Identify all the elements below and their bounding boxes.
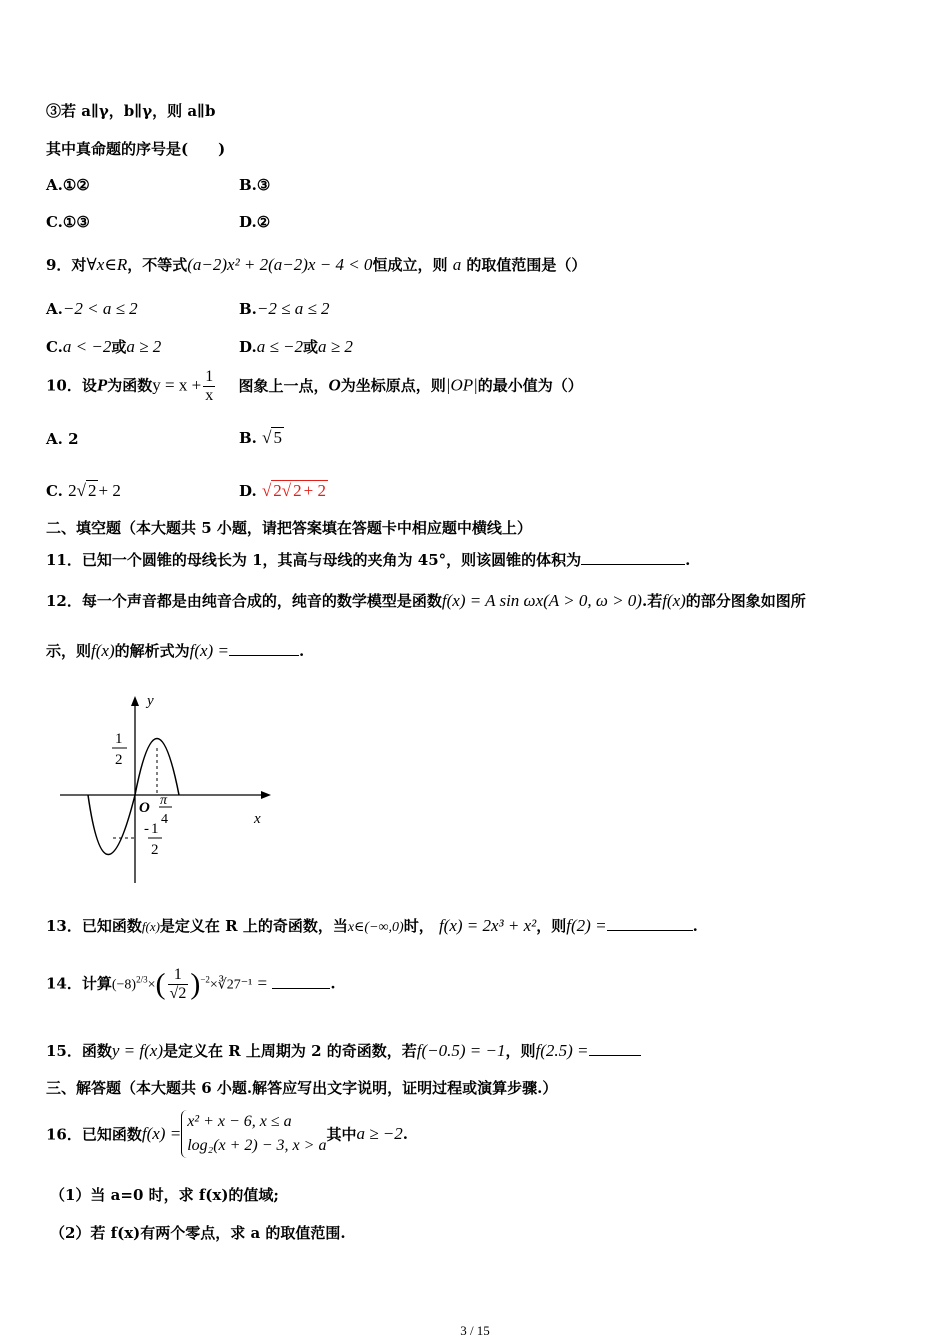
q10-d-post: + 2 (303, 481, 326, 500)
question-16 (46, 1110, 408, 1158)
q12-text-b: .若 (641, 592, 663, 610)
q10-d-radicand: 2 (293, 481, 302, 500)
q9-tail: 恒成立，则 (372, 256, 448, 274)
q12-function: f(x) = A sin ωx(A > 0, ω > 0) (441, 591, 642, 610)
q15-answer-blank (589, 1041, 641, 1056)
q10-c-pre: 2 (68, 481, 77, 500)
q13-f2: f(2) = (566, 916, 607, 935)
q13-text-c: 时， (403, 917, 434, 935)
q11-text: 11．已知一个圆锥的母线长为 1，其高与母线的夹角为 45°，则该圆锥的体积为 (46, 551, 582, 569)
q13-text-b: 是定义在 R 上的奇函数，当 (159, 917, 348, 935)
q10-c-radicand: 2 (87, 481, 97, 500)
q13-cond: x∈(−∞,0) (347, 920, 404, 935)
q10-d-outer-radical: 2√ 2 + 2 (273, 481, 326, 500)
q12-fx3: f(x) = (189, 641, 229, 660)
q12-fx2: f(x) (91, 641, 115, 660)
q10-frac-den: x (205, 387, 214, 404)
section-2-heading: 二、填空题（本大题共 5 小题，请把答案填在答题卡中相应题中横线上） (46, 519, 532, 537)
q10-function: y = x + (152, 375, 202, 395)
q9-num: 9．对 (46, 256, 87, 274)
q16-dot: . (402, 1125, 409, 1143)
q9-tail2: 的取值范围是（） (466, 256, 587, 274)
q15-text-a: 15．函数 (46, 1042, 112, 1060)
q10-frac-num: 1 (205, 368, 214, 385)
q15-text-c: ，则 (505, 1042, 536, 1060)
q9-a-label: A. (46, 300, 63, 318)
q12-answer-blank (229, 641, 299, 656)
question-13 (46, 915, 698, 936)
top-tick-num: 1 (115, 731, 123, 747)
q9-c-value: a < −2 (62, 337, 112, 356)
q9-d-value: a ≤ −2 (256, 337, 304, 356)
q13-dot: . (692, 917, 698, 935)
q14-times: × (147, 977, 156, 993)
q14-fraction (168, 966, 189, 1003)
q9-d-label: D. (239, 338, 257, 356)
q16-text-b: 其中 (326, 1125, 357, 1144)
page-number: 3 / 15 (460, 1323, 490, 1338)
q9-inequality: (a−2)x² + 2(a−2)x − 4 < 0 (187, 255, 373, 274)
q9-mid: ，不等式 (127, 256, 188, 274)
question-11: 11．已知一个圆锥的母线长为 1，其高与母线的夹角为 45°，则该圆锥的体积为 . (46, 551, 691, 569)
q16-case1: x² + x − 6, x ≤ a (187, 1113, 292, 1130)
q14-frac-num: 1 (168, 966, 189, 985)
statement-3: ③若 a∥γ，b∥γ，则 a∥b (46, 102, 216, 120)
q10-option-a: A. 2 (46, 430, 79, 448)
q9-c-label: C. (46, 338, 63, 356)
x-label: x (254, 811, 261, 827)
q14-exponent2: −2 (200, 974, 210, 985)
bottom-tick-num: 1 (151, 821, 159, 837)
q12-text-c: 的部分图象如图所 (685, 592, 806, 610)
q12-dot: . (298, 642, 305, 660)
bottom-tick-den: 2 (151, 842, 159, 858)
q12-text-a: 12．每一个声音都是由纯音合成的，纯音的数学模型是函数 (46, 592, 442, 610)
q8-option-a: A.①② (46, 176, 90, 194)
q16-case2: log₂(x + 2) − 3, x > a (187, 1137, 327, 1154)
q13-text-d: ，则 (536, 917, 567, 935)
q9-forall: ∀x∈R (86, 255, 128, 274)
q15-function: y = f(x) (111, 1041, 163, 1060)
q10-b-value: 5 (273, 428, 282, 447)
q10-d-label: D. (239, 482, 257, 500)
q16-piecewise (181, 1110, 326, 1158)
q9-option-b (239, 299, 330, 319)
q14-base: (−8) (111, 977, 137, 993)
question-9 (46, 254, 586, 275)
y-label: y (147, 693, 154, 709)
q9-d-value2: a ≥ 2 (318, 337, 353, 356)
q10-mid: 为函数 (107, 376, 153, 395)
q10-b-label: B. (239, 429, 257, 447)
section-3-heading: 三、解答题（本大题共 6 小题.解答应写出文字说明，证明过程或演算步骤.） (46, 1079, 558, 1097)
y-axis-arrow (131, 696, 139, 706)
q16-part-1: （1）当 a=0 时，求 f(x)的值域; (50, 1186, 279, 1204)
q11-answer-blank (581, 550, 685, 565)
q14-frac-den: √2 (169, 985, 187, 1002)
q16-fx: f(x) = (141, 1124, 182, 1143)
x-axis-arrow (261, 791, 271, 799)
question-12-line2 (46, 640, 304, 661)
q9-b-value: −2 ≤ a ≤ 2 (256, 299, 330, 318)
q10-d-pre: 2 (273, 481, 282, 500)
q10-tail3: 的最小值为（） (477, 376, 583, 395)
q9-option-c (46, 336, 161, 357)
q10-o: O (328, 375, 341, 395)
q14-text-a: 14．计算 (46, 974, 112, 993)
q10-c-label: C. (46, 482, 63, 500)
q14-answer-blank (272, 974, 330, 989)
origin-label: O (139, 800, 150, 816)
q13-answer-blank (607, 916, 693, 931)
q15-text-b: 是定义在 R 上周期为 2 的奇函数，若 (162, 1042, 417, 1060)
question-15 (46, 1040, 641, 1061)
pi-den: 4 (161, 812, 168, 827)
q10-tail: 图象上一点， (238, 376, 329, 395)
q10-num: 10．设 (46, 376, 97, 395)
q16-part-2: （2）若 f(x)有两个零点，求 a 的取值范围. (50, 1224, 346, 1242)
q15-f: f(2.5) = (535, 1041, 589, 1060)
q10-option-d: D. √ 2√ 2 + 2 (239, 481, 326, 500)
bottom-tick-sign: - (144, 821, 149, 837)
pi-num: π (160, 793, 168, 808)
q15-cond: f(−0.5) = −1 (416, 1041, 506, 1060)
q8-option-b: B.③ (239, 176, 271, 194)
q16-text-a: 16．已知函数 (46, 1125, 142, 1144)
question-8-prompt: 其中真命题的序号是( ) (46, 140, 226, 158)
q13-fx: f(x) (141, 919, 160, 934)
q9-option-d (239, 336, 353, 357)
q9-b-label: B. (239, 300, 257, 318)
q10-c-post: + 2 (98, 481, 121, 500)
q10-option-c: C. 2√ 2 + 2 (46, 481, 121, 500)
q9-c-value2: a ≥ 2 (126, 337, 162, 356)
q8-option-c: C.①③ (46, 213, 90, 231)
q12-text-e: 的解析式为 (114, 642, 190, 660)
q14-root: ∛27⁻¹ (217, 977, 253, 993)
q13-text-a: 13．已知函数 (46, 917, 142, 935)
q12-text-d: 示，则 (46, 642, 92, 660)
q9-d-or: 或 (303, 338, 319, 356)
q9-c-or: 或 (111, 338, 127, 356)
q14-times2: × (209, 977, 218, 993)
question-10 (46, 368, 583, 405)
q12-fx: f(x) (662, 591, 686, 610)
q14-equals: = (257, 973, 268, 993)
q13-expression: f(x) = 2x³ + x² (438, 916, 537, 935)
top-tick-den: 2 (115, 752, 123, 768)
q8-option-d: D.② (239, 213, 271, 231)
q9-option-a (46, 299, 138, 319)
sine-graph (55, 688, 280, 888)
q10-fraction (203, 368, 215, 405)
q10-op: |OP| (445, 375, 478, 395)
q10-option-b: B. √ 5 (239, 428, 282, 447)
q16-cond: a ≥ −2 (356, 1124, 403, 1143)
question-14: 14．计算$(-8)^{2/3}\times$( $\frac{1}{√2}$ )$^{-2}$×∛27⁻¹ = . (46, 966, 336, 1002)
q9-a-value: −2 < a ≤ 2 (62, 299, 138, 318)
question-12-line1 (46, 590, 806, 611)
q10-p: P (96, 375, 108, 395)
q10-tail2: 为坐标原点，则 (340, 376, 446, 395)
q14-exponent: 2/3 (136, 974, 148, 985)
q9-var: a (452, 255, 462, 274)
q14-dot: . (330, 974, 336, 993)
